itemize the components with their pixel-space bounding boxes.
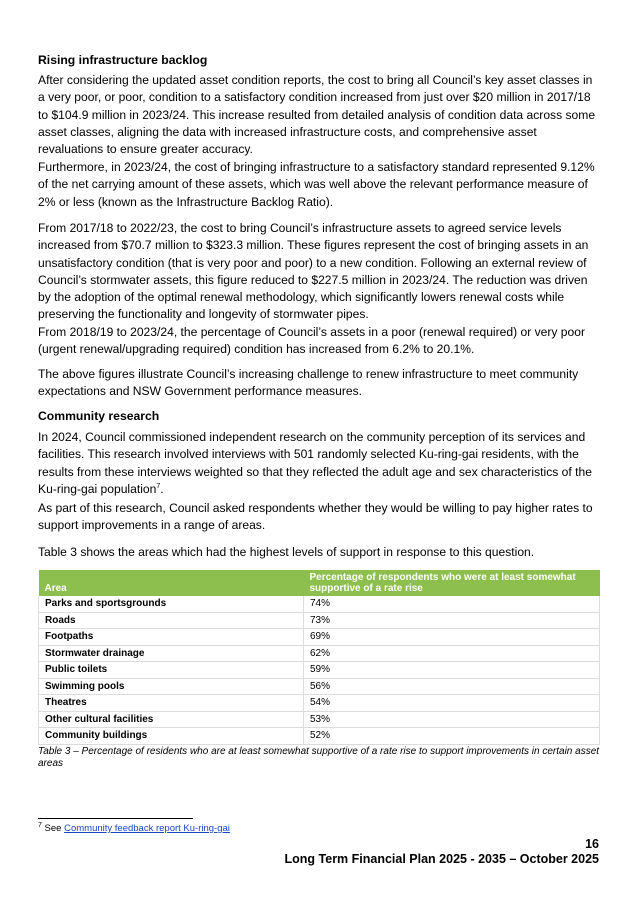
area-cell: Swimming pools	[39, 678, 304, 695]
area-cell: Footpaths	[39, 629, 304, 646]
paragraph-backlog-cost: After considering the updated asset condition reports, the cost to bring all Council’s key asset classes in a very poor, or poor, condition to a satisfactory condition increased from just over $20 million in 2017/18 to $104.9 million in 2023/24. This increase resulted from detailed analysis of condition data across some asset classes, aligning the data with increased infrastructure costs, and comprehensive asset revaluations to ensure greater accuracy.	[38, 73, 596, 157]
support-table	[38, 570, 600, 745]
percentage-cell: 54%	[304, 695, 600, 712]
table-row	[39, 629, 600, 646]
paragraph-asset-condition: From 2018/19 to 2023/24, the percentage of Council’s assets in a poor (renewal required) or very poor (urgent renewal/upgrading required) condition has increased from 6.2% to 20.1%.	[38, 325, 585, 357]
section-heading-backlog: Rising infrastructure backlog	[38, 53, 208, 67]
area-cell: Community buildings	[39, 728, 304, 745]
area-cell: Roads	[39, 612, 304, 629]
paragraph-table-intro: Table 3 shows the areas which had the highest levels of support in response to this question.	[38, 545, 535, 559]
percentage-cell: 62%	[304, 645, 600, 662]
table-row	[39, 612, 600, 629]
table-row	[39, 678, 600, 695]
percentage-cell: 52%	[304, 728, 600, 745]
paragraph-research: In 2024, Council commissioned independent research on the community perception of its services and facilities. This research involved interviews with 501 randomly selected Ku-ring-gai residents, with the results from these interviews weighted so that they reflected the adult age and sex characteristics of the Ku-ring-gai population$^7$.	[38, 430, 592, 496]
percentage-cell: 69%	[304, 629, 600, 646]
percentage-cell: 59%	[304, 662, 600, 679]
header-percentage: Percentage of respondents who were at least somewhat supportive of a rate rise	[304, 570, 600, 596]
footnote-ref[interactable]: 7	[156, 482, 161, 490]
table-row	[39, 728, 600, 745]
percentage-cell: 74%	[304, 596, 600, 612]
table-row	[39, 662, 600, 679]
table-row	[39, 711, 600, 728]
table-row	[39, 596, 600, 612]
percentage-cell: 73%	[304, 612, 600, 629]
percentage-cell: 56%	[304, 678, 600, 695]
header-area: Area	[39, 570, 304, 596]
area-cell: Other cultural facilities	[39, 711, 304, 728]
area-cell: Theatres	[39, 695, 304, 712]
table-header-row	[39, 570, 600, 596]
area-cell: Stormwater drainage	[39, 645, 304, 662]
paragraph-backlog-ratio: Furthermore, in 2023/24, the cost of bringing infrastructure to a satisfactory standard represented 9.12% of the net carrying amount of these assets, which was well above the relevant performance measure of 2% or less (known as the Infrastructure Backlog Ratio).	[38, 160, 595, 209]
paragraph-challenge: The above figures illustrate Council’s increasing challenge to renew infrastructure to meet community expectations and NSW Government performance measures.	[38, 367, 579, 399]
footnote-link[interactable]: Community feedback report Ku-ring-gai	[64, 823, 230, 834]
table-caption: Table 3 – Percentage of residents who are at least somewhat supportive of a rate rise to support improvements in certain asset areas	[38, 746, 600, 769]
table-row	[39, 695, 600, 712]
page-number: 16	[585, 837, 599, 851]
document-title: Long Term Financial Plan 2025 - 2035 – October 2025	[284, 852, 599, 866]
paragraph-service-levels: From 2017/18 to 2022/23, the cost to bring Council’s infrastructure assets to agreed service levels increased from $70.7 million to $323.3 million. These figures represent the cost of bringing assets in an unsatisfactory condition (that is very poor and poor) to a new condition. Following an external review of Council’s stormwater assets, this figure reduced to $227.5 million in 2023/24. The reduction was driven by the adoption of the optimal renewal methodology, which significantly lowers renewal costs while preserving the functionality and longevity of stormwater pipes.	[38, 221, 589, 322]
area-cell: Parks and sportsgrounds	[39, 596, 304, 612]
footnote: $^7$ See Community feedback report Ku-ring-gai	[38, 821, 230, 834]
paragraph-rates-question: As part of this research, Council asked respondents whether they would be willing to pay higher rates to support improvements in a range of areas.	[38, 501, 593, 533]
area-cell: Public toilets	[39, 662, 304, 679]
percentage-cell: 53%	[304, 711, 600, 728]
footnote-divider	[38, 818, 193, 819]
table-row	[39, 645, 600, 662]
section-heading-research: Community research	[38, 409, 160, 423]
